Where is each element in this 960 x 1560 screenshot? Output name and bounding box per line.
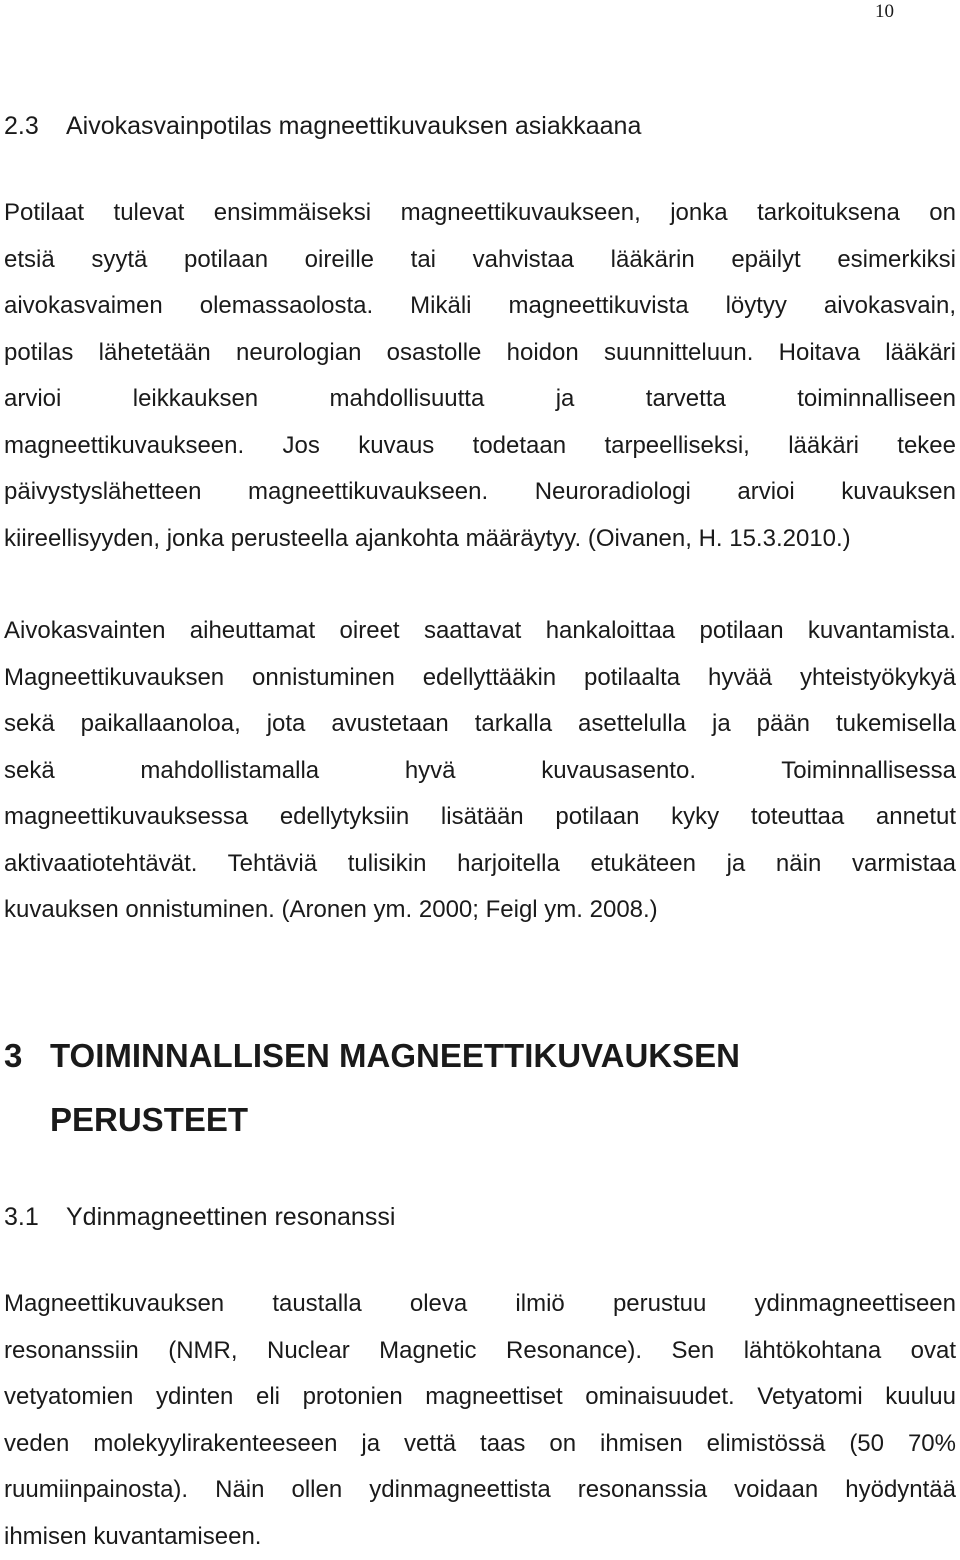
section-title: Aivokasvainpotilas magneettikuvauksen asiakkaana bbox=[66, 112, 641, 140]
text-line: sekä paikallaanoloa, jota avustetaan tarkalla asettelulla ja pään tukemisella bbox=[4, 701, 956, 748]
text-line: resonanssiin (NMR, Nuclear Magnetic Resonance). Sen lähtökohtana ovat bbox=[4, 1328, 956, 1375]
text-line: Magneettikuvauksen onnistuminen edellyttääkin potilaalta hyvää yhteistyökykyä bbox=[4, 655, 956, 702]
text-line: aivokasvaimen olemassaolosta. Mikäli magneettikuvista löytyy aivokasvain, bbox=[4, 283, 956, 330]
text-line: vetyatomien ydinten eli protonien magneettiset ominaisuudet. Vetyatomi kuuluu bbox=[4, 1374, 956, 1421]
section-heading-2-3 bbox=[4, 111, 641, 141]
chapter-heading-3 bbox=[4, 1024, 740, 1152]
text-line: magneettikuvauksessa edellytyksiin lisätään potilaan kyky toteuttaa annetut bbox=[4, 794, 956, 841]
section-number: 2.3 bbox=[4, 111, 66, 141]
text-line: Magneettikuvauksen taustalla oleva ilmiö perustuu ydinmagneettiseen bbox=[4, 1281, 956, 1328]
text-line: ruumiinpainosta). Näin ollen ydinmagneettista resonanssia voidaan hyödyntää bbox=[4, 1467, 956, 1514]
text-line: sekä mahdollistamalla hyvä kuvausasento. Toiminnallisessa bbox=[4, 748, 956, 795]
chapter-number: 3 bbox=[4, 1024, 50, 1088]
text-line: arvioi leikkauksen mahdollisuutta ja tarvetta toiminnalliseen bbox=[4, 376, 956, 423]
text-line: päivystyslähetteen magneettikuvaukseen. Neuroradiologi arvioi kuvauksen bbox=[4, 469, 956, 516]
paragraph bbox=[4, 608, 956, 934]
text-line: Potilaat tulevat ensimmäiseksi magneettikuvaukseen, jonka tarkoituksena on bbox=[4, 190, 956, 237]
text-line: kuvauksen onnistuminen. (Aronen ym. 2000; Feigl ym. 2008.) bbox=[4, 887, 956, 934]
text-line: aktivaatiotehtävät. Tehtäviä tulisikin harjoitella etukäteen ja näin varmistaa bbox=[4, 841, 956, 888]
paragraph bbox=[4, 190, 956, 562]
text-line: potilas lähetetään neurologian osastolle hoidon suunnitteluun. Hoitava lääkäri bbox=[4, 330, 956, 377]
section-heading-3-1 bbox=[4, 1202, 395, 1232]
chapter-title-line-1: TOIMINNALLISEN MAGNEETTIKUVAUKSEN bbox=[50, 1037, 740, 1074]
text-line: kiireellisyyden, jonka perusteella ajankohta määräytyy. (Oivanen, H. 15.3.2010.) bbox=[4, 516, 956, 563]
text-line: veden molekyylirakenteeseen ja vettä taas on ihmisen elimistössä (50 70% bbox=[4, 1421, 956, 1468]
text-line: etsiä syytä potilaan oireille tai vahvistaa lääkärin epäilyt esimerkiksi bbox=[4, 237, 956, 284]
paragraph bbox=[4, 1281, 956, 1560]
page-number: 10 bbox=[875, 0, 894, 24]
section-title: Ydinmagneettinen resonanssi bbox=[66, 1203, 395, 1231]
chapter-title-line-2: PERUSTEET bbox=[4, 1088, 740, 1152]
text-line: magneettikuvaukseen. Jos kuvaus todetaan tarpeelliseksi, lääkäri tekee bbox=[4, 423, 956, 470]
section-number: 3.1 bbox=[4, 1202, 66, 1232]
text-line: Aivokasvainten aiheuttamat oireet saattavat hankaloittaa potilaan kuvantamista. bbox=[4, 608, 956, 655]
text-line: ihmisen kuvantamiseen. bbox=[4, 1514, 956, 1560]
